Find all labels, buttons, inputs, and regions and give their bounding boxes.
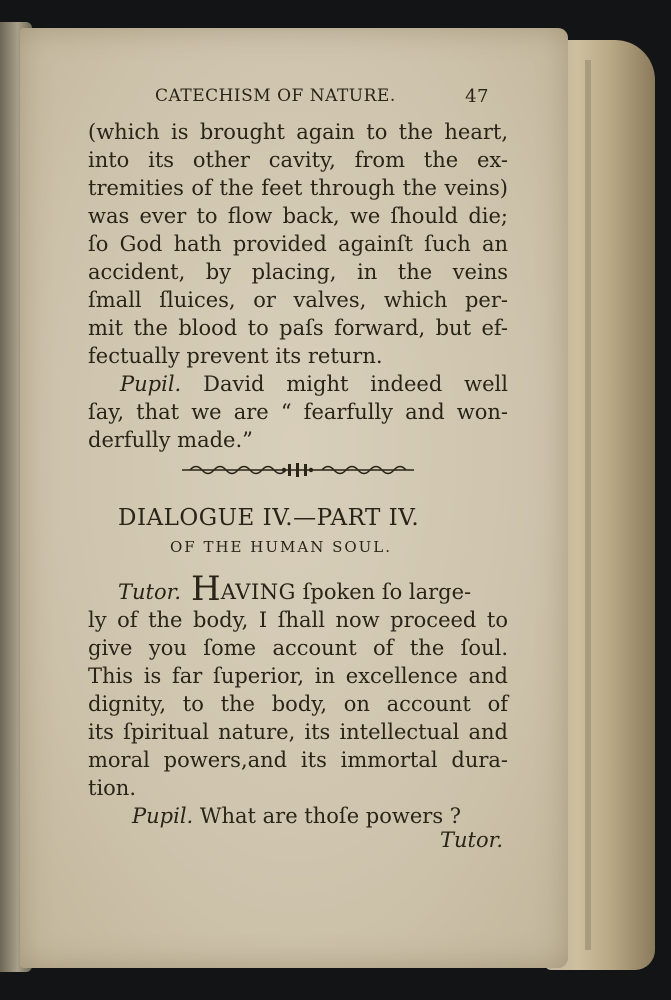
text-line: [88, 370, 508, 398]
pupil-reply-paragraph: [88, 370, 508, 454]
dialogue-title: DIALOGUE IV.—PART IV.: [118, 505, 420, 531]
text-line: was ever to flow back, we ſhould die;: [88, 204, 508, 228]
text-line: [88, 569, 508, 609]
text-line: (which is brought again to the heart,: [88, 120, 508, 144]
speaker-pupil: Pupil.: [120, 372, 182, 396]
text-line-rest: ſpoken ſo large-: [302, 580, 472, 604]
text-line: its ſpiritual nature, its intellectual and: [88, 720, 508, 744]
dialogue-subtitle: OF THE HUMAN SOUL.: [170, 538, 393, 556]
page-number: 47: [465, 86, 489, 107]
paragraph-heart-valves: [88, 118, 508, 370]
text-line: ſmall ſluices, or valves, which per-: [88, 288, 508, 312]
text-line: into its other cavity, from the ex-: [88, 148, 508, 172]
small-caps-word: AVING: [220, 580, 296, 604]
speaker-tutor: Tutor.: [118, 580, 182, 604]
tutor-paragraph: [88, 570, 508, 830]
text-line: accident, by placing, in the veins: [88, 260, 508, 284]
text-line: moral powers,and its immortal dura-: [88, 748, 508, 772]
text-line: [88, 802, 508, 830]
running-head: CATECHISM OF NATURE.: [155, 86, 396, 106]
speaker-pupil: Pupil.: [132, 804, 194, 828]
text-line: derfully made.”: [88, 428, 253, 452]
catchword: Tutor.: [440, 828, 504, 852]
drop-cap: H: [191, 569, 221, 609]
text-line: This is far ſuperior, in excellence and: [88, 664, 508, 688]
text-line-rest: What are thoſe powers ?: [199, 804, 462, 828]
text-line: ſay, that we are “ fearfully and won-: [88, 400, 508, 424]
text-line: ly of the body, I ſhall now proceed to: [88, 608, 508, 632]
text-line: fectually prevent its return.: [88, 344, 383, 368]
text-line: mit the blood to paſs forward, but ef-: [88, 316, 508, 340]
page-header: [155, 86, 495, 112]
text-line: ſo God hath provided againſt ſuch an: [88, 232, 508, 256]
text-line: tion.: [88, 776, 136, 800]
text-line: tremities of the feet through the veins): [88, 176, 508, 200]
text-line-rest: David might indeed well: [203, 372, 508, 396]
text-line: give you ſome account of the ſoul.: [88, 636, 508, 660]
text-line: dignity, to the body, on account of: [88, 692, 508, 716]
decorative-ornament: [180, 462, 416, 478]
